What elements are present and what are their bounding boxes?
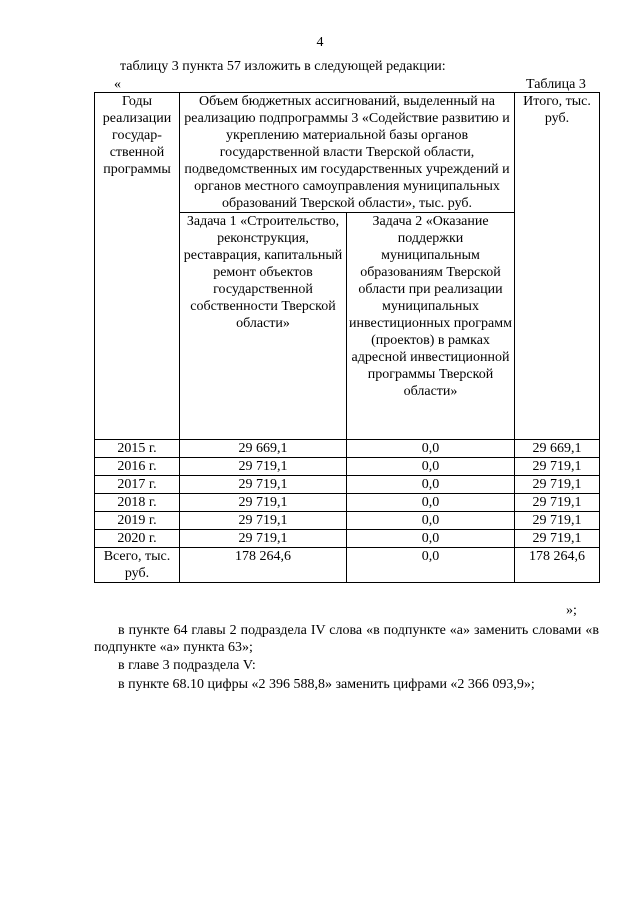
cell-task1: 29 719,1 [180, 458, 347, 476]
paragraph-64: в пункте 64 главы 2 подраздела IV слова «в подпункте «а» заменить словами «в подпункте «а» пункта 63»; [94, 623, 599, 655]
table-row [95, 440, 600, 458]
table-row [95, 476, 600, 494]
cell-total: 178 264,6 [515, 548, 600, 583]
cell-task1: 29 719,1 [180, 494, 347, 512]
header-budget: Объем бюджетных ассигнований, выделенный на реализацию подпрограммы 3 «Содействие развитию и укреплению материальной базы органов государственной власти Тверской области, подведомственных им государственных учреждений и органов местного самоуправления муниципальных образований Тверской области», тыс. руб. [180, 93, 515, 213]
table-row [95, 458, 600, 476]
cell-total: 29 719,1 [515, 476, 600, 494]
cell-task1: 29 669,1 [180, 440, 347, 458]
budget-table [94, 92, 600, 583]
cell-year: 2018 г. [95, 494, 180, 512]
cell-total: 29 669,1 [515, 440, 600, 458]
table-row [95, 494, 600, 512]
intro-text: таблицу 3 пункта 57 изложить в следующей редакции: [120, 59, 446, 74]
page-number: 4 [316, 35, 324, 50]
cell-year: 2019 г. [95, 512, 180, 530]
total-row [95, 548, 600, 583]
cell-task1: 178 264,6 [180, 548, 347, 583]
cell-year: 2020 г. [95, 530, 180, 548]
cell-task1: 29 719,1 [180, 476, 347, 494]
header-row-1 [95, 93, 600, 213]
cell-task2: 0,0 [347, 548, 515, 583]
header-task2: Задача 2 «Оказание поддержки муниципальным образованиям Тверской области при реализации муниципальных инвестиционных программ (проектов) в рамках адресной инвестиционной программы Тверской области» [347, 213, 515, 440]
cell-year: 2016 г. [95, 458, 180, 476]
paragraph-chapter-3: в главе 3 подраздела V: [118, 658, 256, 673]
cell-task1: 29 719,1 [180, 512, 347, 530]
paragraph-68-10: в пункте 68.10 цифры «2 396 588,8» заменить цифрами «2 366 093,9»; [118, 677, 535, 692]
table-row [95, 512, 600, 530]
header-year: Годы реализации государ- ственной программы [95, 93, 180, 440]
header-task1: Задача 1 «Строительство, реконструкция, реставрация, капитальный ремонт объектов государственной собственности Тверской области» [180, 213, 347, 440]
cell-total: 29 719,1 [515, 494, 600, 512]
cell-total: 29 719,1 [515, 512, 600, 530]
cell-year: 2015 г. [95, 440, 180, 458]
cell-year: Всего, тыс. руб. [95, 548, 180, 583]
header-total: Итого, тыс. руб. [515, 93, 600, 440]
cell-task2: 0,0 [347, 476, 515, 494]
table-row [95, 530, 600, 548]
cell-task2: 0,0 [347, 530, 515, 548]
cell-task2: 0,0 [347, 512, 515, 530]
cell-total: 29 719,1 [515, 530, 600, 548]
table-label: Таблица 3 [526, 77, 586, 92]
cell-task2: 0,0 [347, 440, 515, 458]
cell-task1: 29 719,1 [180, 530, 347, 548]
opening-quote: « [114, 77, 121, 92]
cell-task2: 0,0 [347, 494, 515, 512]
closing-quote: »; [566, 603, 577, 618]
cell-total: 29 719,1 [515, 458, 600, 476]
cell-task2: 0,0 [347, 458, 515, 476]
cell-year: 2017 г. [95, 476, 180, 494]
